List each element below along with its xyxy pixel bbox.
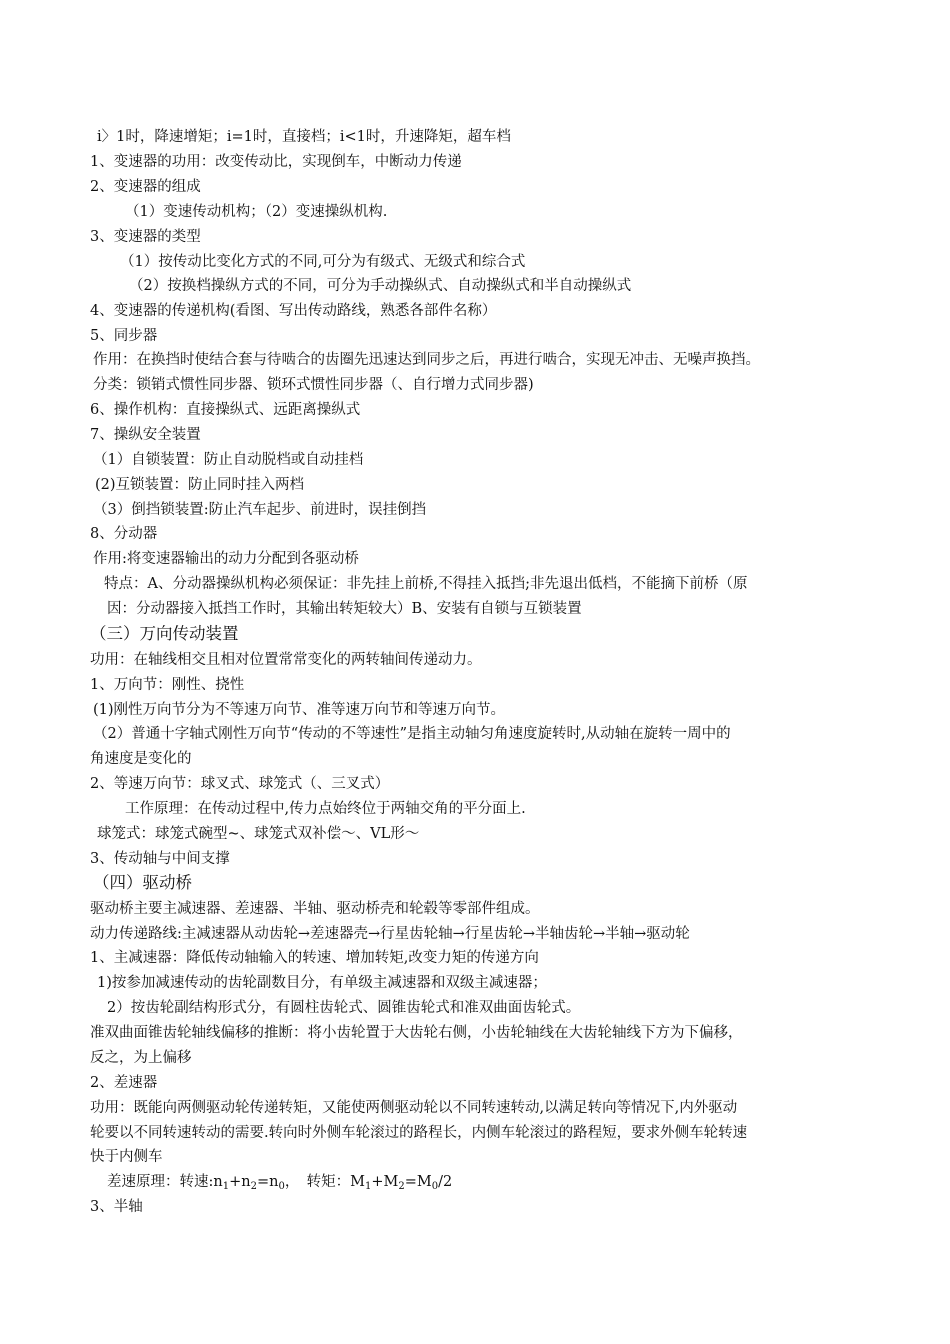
text-line: (1)刚性万向节分为不等速万向节、准等速万向节和等速万向节。 bbox=[93, 702, 506, 718]
formula-sub: 2 bbox=[398, 1181, 405, 1192]
text-line: （1）按传动比变化方式的不同,可分为有级式、无级式和综合式 bbox=[120, 254, 526, 270]
text-line: 7、操纵安全装置 bbox=[90, 427, 201, 443]
section-heading: （四）驱动桥 bbox=[93, 873, 192, 892]
text-line: 3、传动轴与中间支撑 bbox=[90, 851, 230, 867]
text-line: 驱动桥主要主减速器、差速器、半轴、驱动桥壳和轮毂等零部件组成。 bbox=[90, 901, 540, 917]
text-line: 2、等速万向节：球叉式、球笼式（、三叉式） bbox=[90, 776, 390, 792]
text-line: 1、变速器的功用：改变传动比，实现倒车，中断动力传递 bbox=[90, 154, 462, 170]
text-line: （1）变速传动机构；（2）变速操纵机构. bbox=[125, 204, 388, 220]
differential-formula bbox=[107, 1172, 452, 1192]
formula-n: n bbox=[213, 1174, 223, 1190]
text-line: 8、分动器 bbox=[90, 526, 158, 542]
formula-sub: 1 bbox=[222, 1181, 230, 1192]
text-line: i〉1时，降速增矩；i=1时，直接档；i<1时，升速降矩，超车档 bbox=[97, 129, 511, 145]
formula-prefix: 差速原理：转速: bbox=[107, 1174, 214, 1190]
formula-sub: 2 bbox=[250, 1181, 257, 1192]
text-line: 3、半轴 bbox=[90, 1199, 143, 1215]
text-line: 4、变速器的传递机构(看图、写出传动路线，熟悉各部件名称） bbox=[90, 303, 497, 319]
formula-sub: 0 bbox=[278, 1181, 285, 1192]
text-line: 功用：既能向两侧驱动轮传递转矩，又能使两侧驱动轮以不同转速转动,以满足转向等情况下,内外驱动 bbox=[90, 1100, 738, 1116]
text-line: 轮要以不同转速转动的需要.转向时外侧车轮滚过的路程长，内侧车轮滚过的路程短，要求外侧车轮转速 bbox=[90, 1125, 748, 1141]
text-line: 动力传递路线:主减速器从动齿轮→差速器壳→行星齿轮轴→行星齿轮→半轴齿轮→半轴→驱动轮 bbox=[90, 926, 690, 942]
text-line: 特点：A、分动器操纵机构必须保证：非先挂上前桥,不得挂入抵挡;非先退出低档，不能摘下前桥（原 bbox=[104, 576, 748, 592]
text-line: 作用:将变速器输出的动力分配到各驱动桥 bbox=[93, 551, 359, 567]
text-line: (2)互锁装置：防止同时挂入两档 bbox=[95, 477, 305, 493]
text-line: 准双曲面锥齿轮轴线偏移的推断：将小齿轮置于大齿轮右侧，小齿轮轴线在大齿轮轴线下方为下偏移， bbox=[90, 1025, 743, 1041]
formula-mid: ， 转矩： bbox=[284, 1174, 351, 1190]
section-heading: （三）万向传动装置 bbox=[90, 624, 239, 643]
text-line: 1、主减速器：降低传动轴输入的转速、增加转矩,改变力矩的传递方向 bbox=[90, 950, 539, 966]
formula-mplus: +M bbox=[371, 1174, 399, 1190]
text-line: （2）普通十字轴式刚性万向节“传动的不等速性”是指主动轴匀角速度旋转时,从动轴在旋转一周中的 bbox=[93, 726, 731, 742]
text-line: 球笼式：球笼式碗型~、球笼式双补偿～、VL形～ bbox=[97, 826, 420, 842]
formula-meq: =M bbox=[404, 1174, 432, 1190]
text-line: 2）按齿轮副结构形式分，有圆柱齿轮式、圆锥齿轮式和准双曲面齿轮式。 bbox=[107, 1000, 581, 1016]
formula-mtail: /2 bbox=[438, 1174, 453, 1190]
text-line: 2、变速器的组成 bbox=[90, 179, 201, 195]
text-line: 6、操作机构：直接操纵式、远距离操纵式 bbox=[90, 402, 361, 418]
text-line: 1、万向节：刚性、挠性 bbox=[90, 677, 245, 693]
text-line: 1)按参加减速传动的齿轮副数目分，有单级主减速器和双级主减速器； bbox=[97, 975, 547, 991]
formula-sub: 1 bbox=[364, 1181, 372, 1192]
text-line: 2、差速器 bbox=[90, 1075, 158, 1091]
formula-m: M bbox=[350, 1174, 365, 1190]
text-line: 反之，为上偏移 bbox=[90, 1050, 192, 1066]
text-line: 因：分动器接入抵挡工作时，其输出转矩较大）B、安装有自锁与互锁装置 bbox=[107, 601, 582, 617]
text-line: 功用：在轴线相交且相对位置常常变化的两转轴间传递动力。 bbox=[90, 652, 482, 668]
text-line: （3）倒挡锁装置:防止汽车起步、前进时，误挂倒挡 bbox=[93, 502, 427, 518]
text-line: 分类：锁销式惯性同步器、锁环式惯性同步器（、自行增力式同步器) bbox=[93, 377, 534, 393]
text-line: 5、同步器 bbox=[90, 328, 158, 344]
text-line: （1）自锁装置：防止自动脱档或自动挂档 bbox=[93, 452, 364, 468]
text-line: 3、变速器的类型 bbox=[90, 229, 201, 245]
text-line: 作用：在换挡时使结合套与待啮合的齿圈先迅速达到同步之后，再进行啮合，实现无冲击、无噪声换挡。 bbox=[93, 352, 760, 368]
formula-sub: 0 bbox=[431, 1181, 439, 1192]
formula-eq: =n bbox=[256, 1174, 279, 1190]
text-line: 角速度是变化的 bbox=[90, 751, 192, 767]
text-line: （2）按换档操纵方式的不同，可分为手动操纵式、自动操纵式和半自动操纵式 bbox=[129, 278, 632, 294]
formula-plus: +n bbox=[229, 1174, 251, 1190]
text-line: 工作原理：在传动过程中,传力点始终位于两轴交角的平分面上. bbox=[125, 801, 526, 817]
text-line: 快于内侧车 bbox=[90, 1149, 163, 1165]
